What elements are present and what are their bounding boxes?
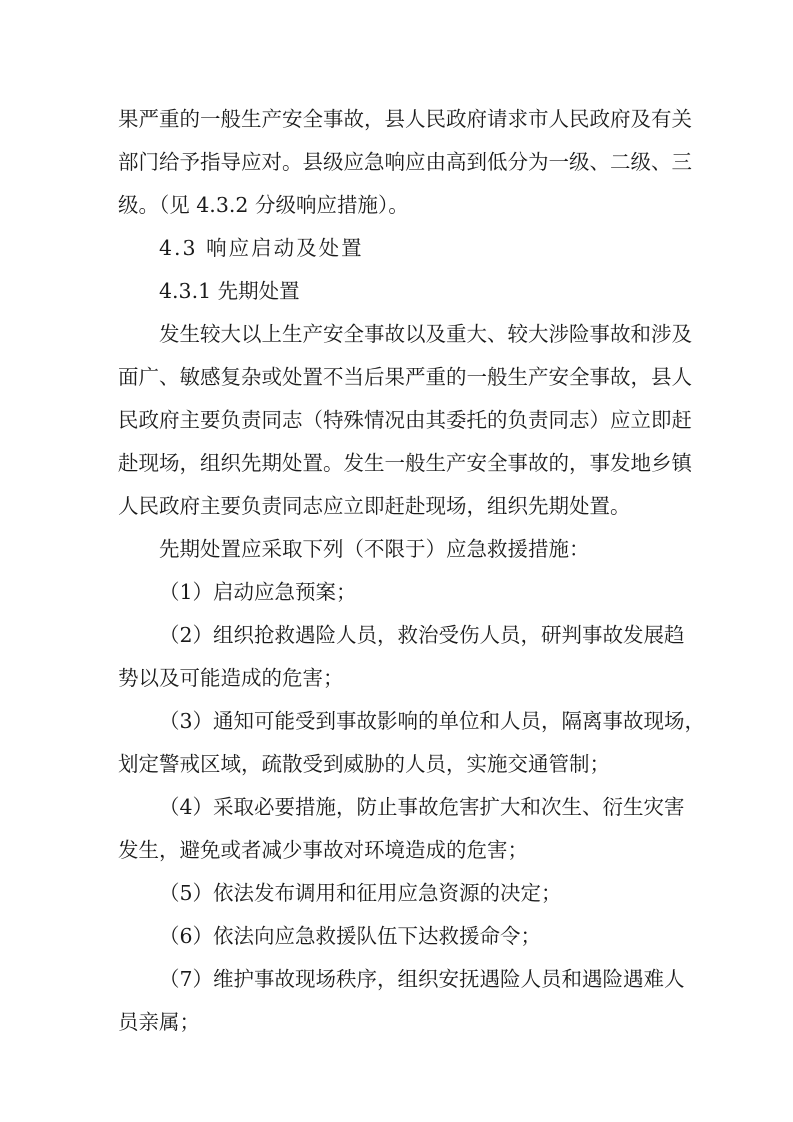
list-item: （6）依法向应急救援队伍下达救援命令； (159, 924, 542, 948)
paragraph-line: 发生较大以上生产安全事故以及重大、较大涉险事故和涉及 (159, 322, 692, 346)
list-item: （3）通知可能受到事故影响的单位和人员，隔离事故现场， (159, 709, 706, 733)
list-item: （5）依法发布调用和征用应急资源的决定； (159, 881, 562, 905)
paragraph-line: 面广、敏感复杂或处置不当后果严重的一般生产安全事故，县人 (118, 365, 692, 389)
paragraph-line: 人民政府主要负责同志应立即赶赴现场，组织先期处置。 (118, 494, 631, 518)
paragraph-line: 先期处置应采取下列（不限于）应急救援措施： (159, 537, 590, 561)
list-item-continuation: 势以及可能造成的危害； (118, 666, 344, 690)
list-item: （4）采取必要措施，防止事故危害扩大和次生、衍生灾害 (159, 795, 685, 819)
paragraph-line: 部门给予指导应对。县级应急响应由高到低分为一级、二级、三 (118, 150, 692, 174)
paragraph-line: 级。（见 4.3.2 分级响应措施）。 (118, 193, 409, 217)
list-item: （2）组织抢救遇险人员，救治受伤人员，研判事故发展趋 (159, 623, 685, 647)
list-item: （1）启动应急预案； (159, 580, 357, 604)
list-item-continuation: 发生，避免或者减少事故对环境造成的危害； (118, 838, 528, 862)
subsection-heading: 4.3.1 先期处置 (159, 279, 300, 303)
paragraph-line: 赴现场，组织先期处置。发生一般生产安全事故的，事发地乡镇 (118, 451, 692, 475)
list-item: （7）维护事故现场秩序，组织安抚遇险人员和遇险遇难人 (159, 967, 685, 991)
paragraph-line: 果严重的一般生产安全事故，县人民政府请求市人民政府及有关 (118, 107, 692, 131)
list-item-continuation: 员亲属； (118, 1010, 200, 1034)
paragraph-line: 民政府主要负责同志（特殊情况由其委托的负责同志）应立即赶 (118, 408, 692, 432)
section-heading: 4.3 响应启动及处置 (159, 236, 364, 260)
list-item-continuation: 划定警戒区域，疏散受到威胁的人员，实施交通管制； (118, 752, 610, 776)
